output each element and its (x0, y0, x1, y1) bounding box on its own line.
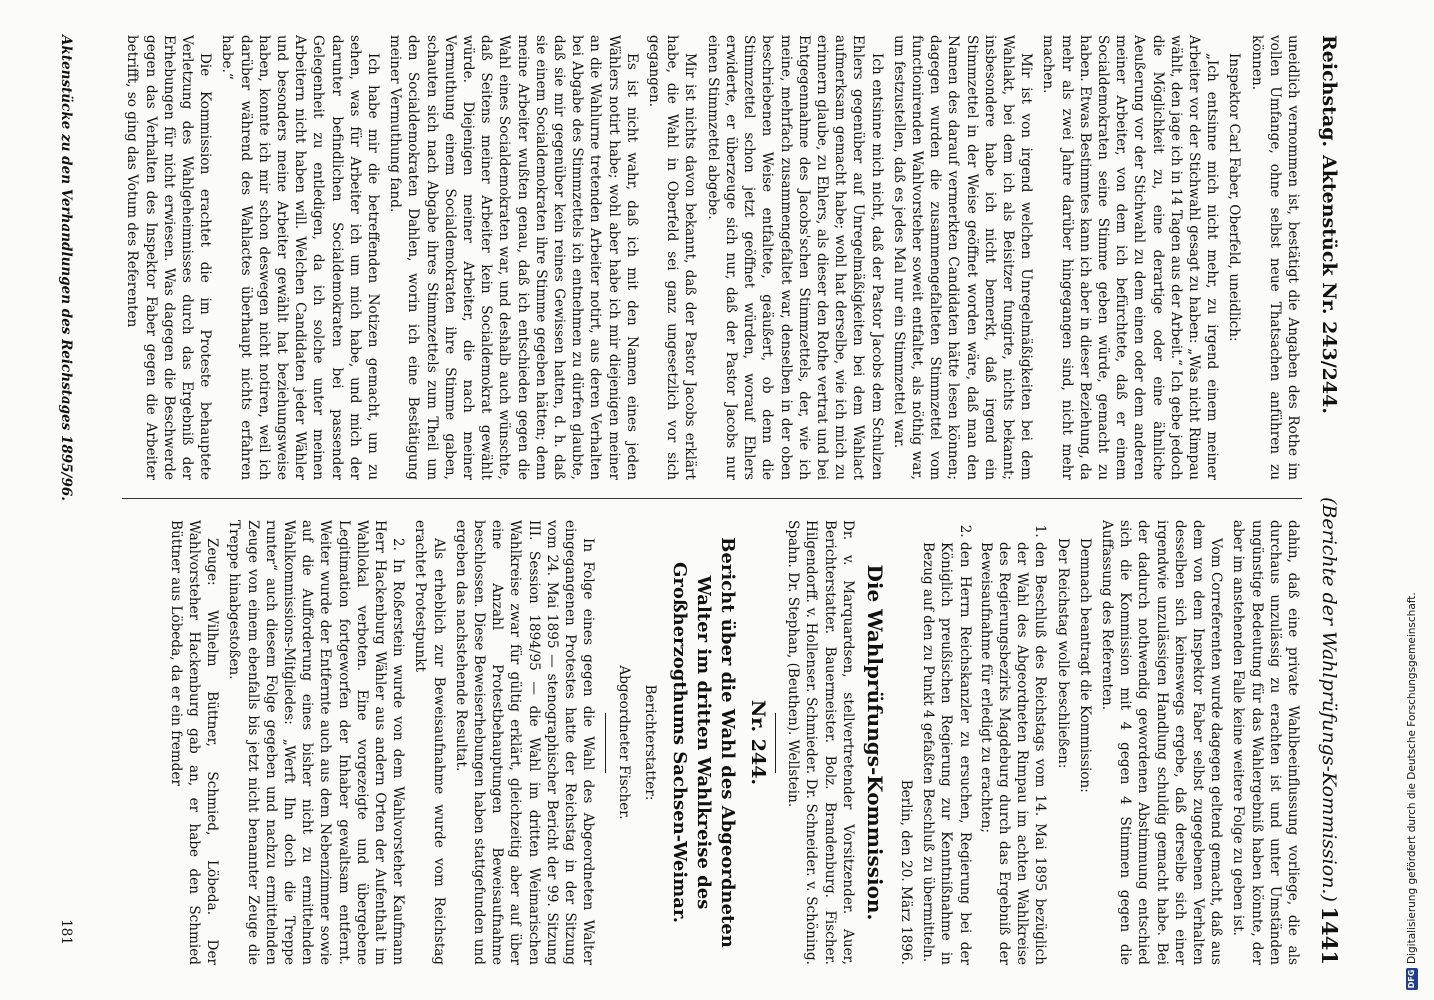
motion-item: 1. den Beschluß des Reichstags vom 14. Mai 1895 bezüglich der Wahl des Abgeordneten Rimpau im achten Wahlkreise des Regierungsbezirks Magdeburg durch das Ergebniß der Beweisaufnahme für erledigt zu erachten; (977, 542, 1050, 965)
left-paragraph: Inspektor Carl Faber, Oberfeld, uneidlich: (1226, 53, 1243, 342)
reporter-label: Berichterstatter: (641, 684, 658, 801)
right-paragraph: Zeuge: Wilhelm Büttner, Schmied, Löbeda. Der Wahlvorsteher Hackenburg gab an, er habe den Schmied Büttner aus Löbeda, da er ein fremder (167, 520, 221, 965)
left-paragraph: uneidlich vernommen ist, bestätigt die Angaben des Rothe im vollen Umfange, ohne selbst neue Thatsachen anführen zu können. (1248, 35, 1301, 480)
page-body (42, 35, 1342, 965)
right-paragraph: Als erheblich zur Beweisaufnahme wurde vom Reichstag erachtet Protestpunkt (412, 520, 447, 965)
footer-title: Aktenstücke zu den Verhandlungen des Reichstages 1895/96. (58, 35, 74, 501)
header-section: Reichstag. (1318, 35, 1340, 148)
digitization-text: Digitalisierung gefördert durch die Deutsche Forschungsgemeinschaft. (1406, 592, 1418, 964)
document-number: Nr. 244. (746, 699, 769, 786)
left-paragraph: Mir ist von irgend welchen Unregelmäßigkeiten bei dem Wahlakt, bei dem ich als Beisitzer fungirte, nichts bekannt; insbesondere habe ich nicht bemerkt, daß irgend ein Stimmzettel in der Weise geöffnet worden wäre, daß man den Namen des darauf vermerkten Candidaten hätte lesen können; dagegen wurden die zusammengefalteten Stimmzettel vom functionirenden Wahlvorsteher soweit entfaltet, als nöthig war, um festzustellen, daß es jedes Mal nur ein Stimmzettel war. (890, 35, 1035, 480)
section-rule (775, 713, 776, 773)
section-rule (605, 713, 606, 773)
header-title: (Berichte der Wahlprüfungs-Kommission.) (1318, 497, 1340, 902)
left-paragraph: Ich entsinne mich nicht, daß der Pastor Jacobs dem Schulzen Ehlers gegenüber auf Unregelmäßigkeiten bei dem Wahlact aufmerksam gemacht habe; wohl hat derselbe, wie ich mich zu erinnern glaube, zu Ehlers, als dieser den Rothe vertrat und bei Entgegennahme des Jacobs'schen Stimmzettels, der, wie ich meine, mehrfach zusammengefaltet war, denselben in der oben beschriebenen Weise entfaltete, geäußert, ob denn die Stimmzettel schon jetzt geöffnet würden, worauf Ehlers erwiderte, er überzeuge sich nur, daß der Pastor Jacobs nur einen Stimmzettel abgebe. (704, 35, 885, 480)
right-paragraph: Vom Correferenten wurde dagegen geltend gemacht, daß aus dem von dem Inspektor Faber selbst zugegebenen Verhalten desselben sich keineswegs ergebe, daß derselbe sich einer irgendwie unzulässigen Handlung schuldig gemacht habe. Bei der dadurch nothwendig gewordenen Abstimmung entschied sich die Kommission mit 4 gegen 4 Stimmen gegen die Auffassung des Referenten. (1098, 520, 1225, 965)
right-paragraph: Der Reichstag wolle beschließen: (1054, 538, 1071, 769)
page-header (1316, 35, 1342, 965)
place-date: Berlin, den 20. März 1896. (897, 779, 914, 965)
right-paragraph: dahin, daß eine private Wahlbeeinflussung vorliege, die als durchaus unzulässig zu erachten ist und unter Umständen ungünstige Bedeutung für das Wahlergebniß haben könnte, der aber im anstehenden Falle keine weitere Folge zu geben ist. (1230, 520, 1301, 965)
reporter-name: Abgeordneter Fischer. (615, 665, 632, 820)
header-doc-number: Aktenstück Nr. 243/244. (1318, 155, 1340, 414)
left-paragraph: Die Kommission erachtet die im Proteste behauptete Verletzung des Wahlgeheimnisses durch das Ergebniß der Erhebungen für nicht erwiesen. Was dagegen die Beschwerde gegen das Verhalten des Inspektor Faber gegen die Arbeiter betrifft, so ging das Votum des Referenten (124, 35, 214, 480)
column-divider (122, 498, 1302, 499)
digitization-note (1404, 0, 1420, 990)
right-paragraph: In Folge eines gegen die Wahl des Abgeordneten Walter eingegangenen Protestes hatte der Reichstag in der Sitzung vom 24. Mai 1895 — stenographischer Bericht der 99. Sitzung III. Session 1894/95 — die Wahl im dritten Weimarischen Wahlkreise zwar für gültig erklärt, gleichzeitig aber auf über eine Anzahl Protestbehauptungen Beweisaufnahme beschlossen. Diese Beweiserhebungen haben stattgefunden und ergeben das nachstehende Resultat. (452, 520, 597, 965)
commission-members: Dr. v. Marquardsen, stellvertretender Vorsitzender. Auer, Berichterstatter. Bauermeister. Bolz. Brandenburg. Fischer. Hilgendorff. v. Hollenser. Schmieder. Dr. Schneider. v. Schöning. Spahn. Dr. Stephan, (Beuthen). Wellstein. (785, 520, 856, 965)
dfg-logo-icon: DFG (1407, 969, 1416, 989)
right-paragraph: 2. In Roßerstein wurde von dem Wahlvorsteher Kaufmann Herr Hackenburg Wähler aus andern Orten der Aufenthalt im Wahllokal verboten. Eine vorgezeigte und übergebene Legitimation fortgeworfen der Inhaber gewaltsam entfernt. Weiter wurde der Entfernte auch aus dem Nebenzimmer sowie auf die Aufforderung eines bisher nicht zu ermittelnden Wahlkommissions-Mitgliedes: „Werft Ihn doch die Treppe runter“ auch diesem Folge gegeben und nachzu ermittelnden Zeuge von einem ebenfalls bis jetzt nicht benannter Zeuge die Treppe hinabgestoßen. (226, 520, 407, 965)
footer-page-number: 181 (58, 919, 74, 945)
motion-list (919, 542, 1049, 965)
page-footer (56, 35, 76, 965)
right-paragraph: Demnach beantragt die Kommission: (1076, 538, 1093, 793)
left-paragraph: Es ist nicht wahr, daß ich mit den Namen eines jeden Wählers notirt habe; wohl aber habe ich mir diejenigen meiner an die Wahlurne tretenden Arbeiter notirt, aus deren Verhalten bei Abgabe des Stimmzettels ich entnehmen zu dürfen glaubte, daß sie mir gegenüber kein reines Gewissen hatten, d. h. daß sie einem Socialdemokraten ihre Stimme gegeben hätten; denn meine Arbeiter wußten genau, daß ich entschieden gegen die Wahl eines Socialdemokraten war, und deshalb auch wünschte, daß Seitens meiner Arbeiter kein Socialdemokrat gewählt würde. Diejenigen meiner Arbeiter, die nach meiner Vermuthung einem Socialdemokraten ihre Stimme gaben, schauten sich nach Abgabe ihres Stimmzettels zum Theil um den Socialdemokraten Dahlen, worin ich eine Bestätigung meiner Vermuthung fand. (387, 35, 640, 480)
right-column (87, 520, 1302, 965)
left-column (87, 35, 1302, 480)
left-paragraph: „Ich entsinne mich nicht mehr, zu irgend einem meiner Arbeiter vor der Stichwahl gesagt zu haben: „Was nicht Rimpau wählt, den jage ich in 14 Tagen aus der Arbeit.“ Ich gebe jedoch die Möglichkeit zu, eine derartige oder eine ähnliche Aeußerung vor der Stichwahl zu dem einen oder dem anderen meiner Arbeiter, von dem ich befürchtete, daß er einem Socialdemokraten seine Stimme geben würde, gemacht zu haben. Etwas Bestimmtes kann ich aber in dieser Beziehung, da mehr als zwei Jahre darüber hingegangen sind, nicht mehr machen. (1040, 35, 1221, 480)
commission-title: Die Wahlprüfungs-Kommission. (862, 564, 887, 921)
motion-item: 2. den Herrn Reichskanzler zu ersuchen, Regierung bei der Königlich preußischen Regierung zur Kenntnißnahme in Bezug auf den zu Punkt 4 gefaßten Beschluß zu übermitteln. (919, 542, 974, 965)
page-number: 1441 (1317, 906, 1342, 965)
report-heading: Bericht über die Wahl des Abgeordneten Walter im dritten Wahlkreise des Großherzogthums Sachsen-Weimar. (668, 537, 738, 948)
left-paragraph: Ich habe mir die betreffenden Notizen gemacht, um zu sehen, was für Arbeiter ich um mich habe, und mich der darunter befindlichen Socialdemokraten bei passender Gelegenheit zu entledigen, da ich solche unter meinen Arbeitern nicht haben will. Welchen Candidaten jeder Wähler und besonders meine Arbeiter gewählt hat beziehungsweise haben, konnte ich mir schon deswegen nicht notiren, weil ich darüber während des Wahlactes überhaupt nichts erfahren habe.“ (219, 35, 382, 480)
left-paragraph: Mir ist nichts davon bekannt, daß der Pastor Jacobs erklärt habe, die Wahl in Oberfeld sei ganz ungesetzlich vor sich gegangen. (646, 35, 699, 480)
